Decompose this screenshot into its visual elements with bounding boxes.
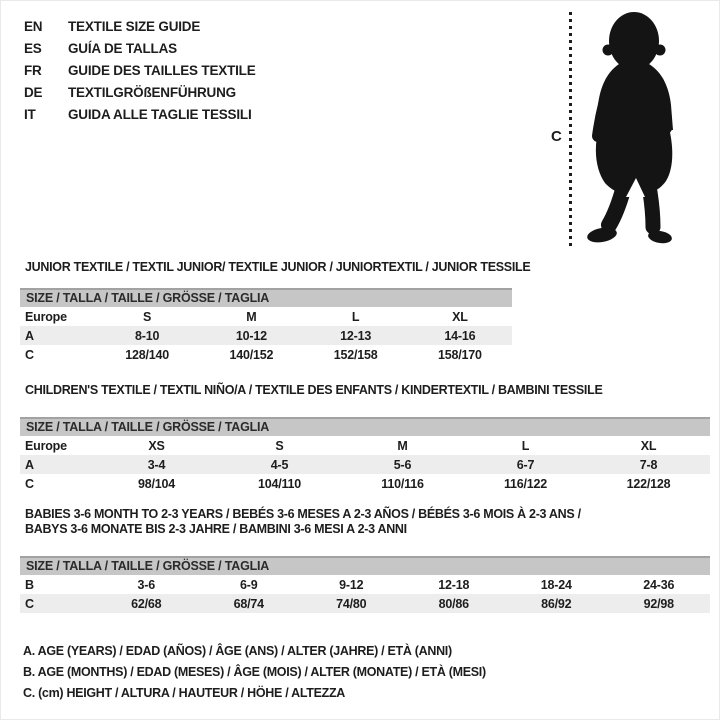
footnotes xyxy=(20,641,486,704)
size-cell: 3-6 xyxy=(137,577,155,592)
language-list xyxy=(24,16,256,126)
language-title: TEXTILE SIZE GUIDE xyxy=(68,19,201,34)
height-figure xyxy=(545,10,715,252)
language-code: EN xyxy=(24,19,43,34)
row-label: A xyxy=(25,328,34,343)
table xyxy=(20,288,512,364)
size-cell: 140/152 xyxy=(229,347,274,362)
size-cell: 68/74 xyxy=(233,596,264,611)
size-cell: 7-8 xyxy=(639,457,658,472)
language-title: GUIDE DES TAILLES TEXTILE xyxy=(68,63,256,78)
size-cell: 24-36 xyxy=(643,577,675,592)
table-title xyxy=(20,507,710,537)
size-cell: XL xyxy=(640,438,657,453)
language-row xyxy=(24,38,256,60)
silhouette-shape xyxy=(586,12,673,245)
size-table-2 xyxy=(20,383,710,493)
size-cell: 62/68 xyxy=(131,596,162,611)
size-cell: 4-5 xyxy=(270,457,289,472)
footnote-line: B. AGE (MONTHS) / EDAD (MESES) / ÂGE (MOIS) / ALTER (MONATE) / ETÀ (MESI) xyxy=(23,665,486,679)
size-cell: 10-12 xyxy=(235,328,267,343)
language-title: TEXTILGRÖßENFÜHRUNG xyxy=(68,85,236,100)
size-cell: 122/128 xyxy=(626,476,671,491)
table-row xyxy=(20,455,710,474)
table-row xyxy=(20,436,710,455)
size-cell: S xyxy=(275,438,284,453)
size-cell: 5-6 xyxy=(393,457,412,472)
size-table-1 xyxy=(20,260,530,364)
language-row xyxy=(24,16,256,38)
size-cell: 18-24 xyxy=(540,577,572,592)
height-marker-label: C xyxy=(551,128,562,145)
table-header-bar: SIZE / TALLA / TAILLE / GRÖSSE / TAGLIA xyxy=(20,417,710,436)
table-row xyxy=(20,474,710,493)
size-cell: 110/116 xyxy=(381,476,424,491)
table-title-line: BABYS 3-6 MONATE BIS 2-3 JAHRE / BAMBINI 3-6 MESI A 2-3 ANNI xyxy=(25,522,407,536)
table-title-line: JUNIOR TEXTILE / TEXTIL JUNIOR/ TEXTILE JUNIOR / JUNIORTEXTIL / JUNIOR TESSILE xyxy=(25,260,531,274)
size-cell: 86/92 xyxy=(541,596,572,611)
size-cell: M xyxy=(246,309,257,324)
toddler-silhouette-icon xyxy=(581,10,687,248)
height-dotted-line xyxy=(569,12,572,250)
language-row xyxy=(24,60,256,82)
row-label: Europe xyxy=(25,309,67,324)
table-title xyxy=(20,383,710,398)
footnote-line: A. AGE (YEARS) / EDAD (AÑOS) / ÂGE (ANS) / ALTER (JAHRE) / ETÀ (ANNI) xyxy=(23,644,452,658)
size-cell: M xyxy=(397,438,408,453)
language-code: FR xyxy=(24,63,42,78)
row-label: C xyxy=(25,347,34,362)
table-row xyxy=(20,307,512,326)
table-row xyxy=(20,575,710,594)
table-title-line: CHILDREN'S TEXTILE / TEXTIL NIÑO/A / TEXTILE DES ENFANTS / KINDERTEXTIL / BAMBINI TESSILE xyxy=(25,383,603,397)
size-table-3 xyxy=(20,507,710,613)
row-label: C xyxy=(25,596,34,611)
table-title xyxy=(20,260,530,275)
size-cell: XS xyxy=(148,438,165,453)
size-cell: 116/122 xyxy=(503,476,548,491)
size-cell: S xyxy=(143,309,152,324)
language-title: GUÍA DE TALLAS xyxy=(68,41,177,56)
language-title: GUIDA ALLE TAGLIE TESSILI xyxy=(68,107,252,122)
row-label: B xyxy=(25,577,34,592)
language-code: ES xyxy=(24,41,42,56)
size-cell: 158/170 xyxy=(437,347,482,362)
language-row xyxy=(24,104,256,126)
table-row xyxy=(20,594,710,613)
size-cell: L xyxy=(521,438,530,453)
size-cell: 104/110 xyxy=(257,476,302,491)
table-title-line: BABIES 3-6 MONTH TO 2-3 YEARS / BEBÉS 3-6 MESES A 2-3 AÑOS / BÉBÉS 3-6 MOIS À 2-3 ANS / xyxy=(25,507,581,521)
table-header-bar: SIZE / TALLA / TAILLE / GRÖSSE / TAGLIA xyxy=(20,288,512,307)
size-cell: L xyxy=(351,309,360,324)
size-cell: 9-12 xyxy=(339,577,364,592)
size-cell: 6-7 xyxy=(516,457,535,472)
table xyxy=(20,556,710,613)
size-cell: 3-4 xyxy=(147,457,166,472)
row-label: C xyxy=(25,476,34,491)
size-cell: 98/104 xyxy=(137,476,176,491)
size-cell: 12-18 xyxy=(438,577,470,592)
size-cell: 152/158 xyxy=(333,347,378,362)
size-cell: 80/86 xyxy=(438,596,469,611)
language-row xyxy=(24,82,256,104)
size-cell: 8-10 xyxy=(135,328,160,343)
size-cell: 6-9 xyxy=(240,577,258,592)
table-row xyxy=(20,326,512,345)
row-label: Europe xyxy=(25,438,67,453)
table-header-bar: SIZE / TALLA / TAILLE / GRÖSSE / TAGLIA xyxy=(20,556,710,575)
language-code: IT xyxy=(24,107,36,122)
row-label: A xyxy=(25,457,34,472)
size-cell: 74/80 xyxy=(336,596,367,611)
size-cell: XL xyxy=(452,309,468,324)
size-cell: 128/140 xyxy=(125,347,170,362)
size-cell: 12-13 xyxy=(340,328,372,343)
table xyxy=(20,417,710,493)
table-row xyxy=(20,345,512,364)
size-cell: 92/98 xyxy=(643,596,674,611)
footnote-line: C. (cm) HEIGHT / ALTURA / HAUTEUR / HÖHE / ALTEZZA xyxy=(23,686,346,700)
language-code: DE xyxy=(24,85,43,100)
size-cell: 14-16 xyxy=(444,328,476,343)
